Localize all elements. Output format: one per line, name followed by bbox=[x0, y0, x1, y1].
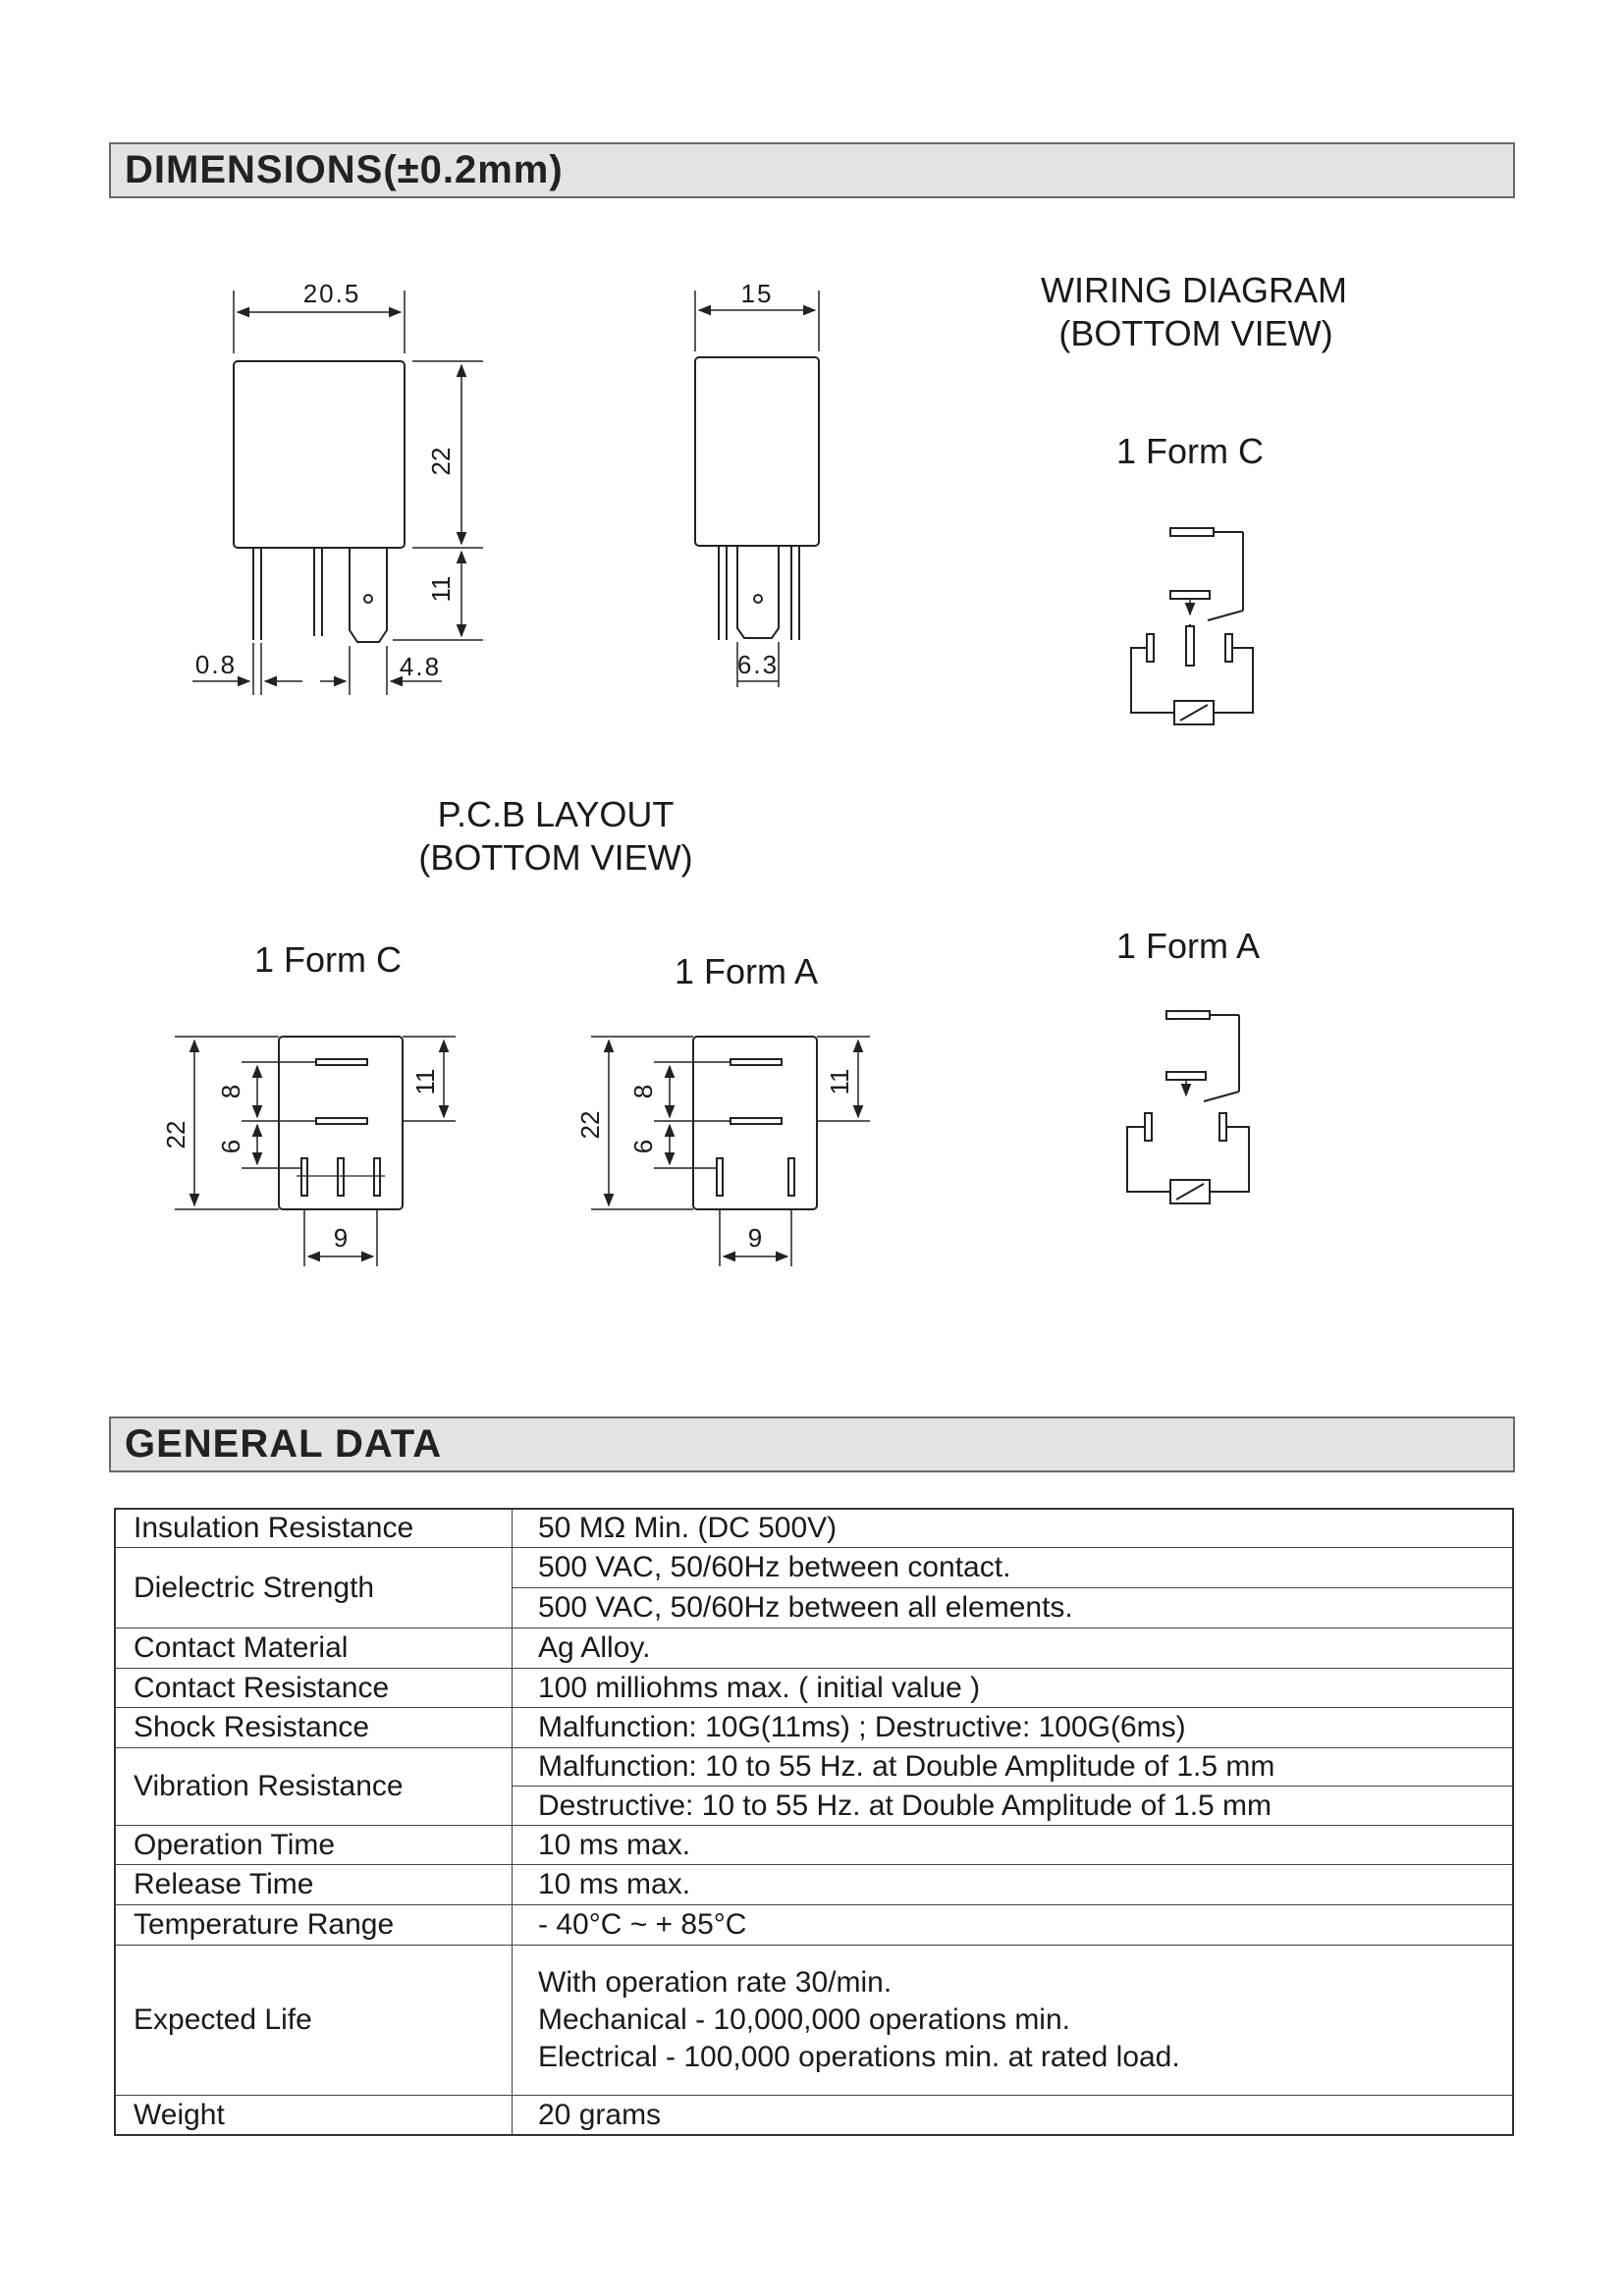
side-width-label: 15 bbox=[740, 279, 774, 308]
dimensions-title: DIMENSIONS(±0.2mm) bbox=[125, 148, 564, 191]
spec-value: - 40°C ~ + 85°C bbox=[513, 1905, 1514, 1946]
spec-label: Shock Resistance bbox=[115, 1708, 513, 1748]
pcb-layout-subtitle: (BOTTOM VIEW) bbox=[418, 837, 693, 878]
pcb-form-a-label: 1 Form A bbox=[674, 951, 819, 991]
spec-value: Malfunction: 10G(11ms) ; Destructive: 100G(6ms) bbox=[513, 1708, 1514, 1748]
spec-value: 500 VAC, 50/60Hz between contact. bbox=[513, 1548, 1514, 1588]
wiring-form-c-schematic bbox=[1131, 528, 1253, 724]
table-row bbox=[115, 1708, 1513, 1748]
general-data-title: GENERAL DATA bbox=[125, 1422, 443, 1466]
side-view-drawing bbox=[695, 291, 819, 687]
spec-value-line: With operation rate 30/min. bbox=[538, 1965, 893, 1999]
pcb-layout-title: P.C.B LAYOUT bbox=[437, 794, 675, 834]
side-pin-width-label: 6.3 bbox=[736, 650, 780, 679]
pcb-c-height-label: 22 bbox=[161, 1120, 190, 1149]
spec-value bbox=[513, 1945, 1514, 2095]
spec-value: Malfunction: 10 to 55 Hz. at Double Amplitude of 1.5 mm bbox=[513, 1748, 1514, 1787]
pcb-c-upper-gap-label: 8 bbox=[216, 1084, 245, 1099]
table-row bbox=[115, 1628, 1513, 1668]
wiring-form-c-label: 1 Form C bbox=[1115, 431, 1265, 471]
general-data-table bbox=[114, 1508, 1514, 2136]
pcb-a-lower-gap-label: 6 bbox=[628, 1139, 658, 1154]
front-width-label: 20.5 bbox=[302, 279, 361, 308]
spec-label: Operation Time bbox=[115, 1825, 513, 1865]
table-row bbox=[115, 1865, 1513, 1905]
pcb-a-pitch-label: 9 bbox=[747, 1223, 763, 1253]
table-row bbox=[115, 1825, 1513, 1865]
spec-value-line: Electrical - 100,000 operations min. at rated load. bbox=[538, 2040, 1180, 2073]
spec-label: Contact Material bbox=[115, 1628, 513, 1668]
pcb-c-lower-gap-label: 6 bbox=[216, 1139, 245, 1154]
table-row bbox=[115, 1548, 1513, 1588]
spec-value: 50 MΩ Min. (DC 500V) bbox=[513, 1509, 1514, 1548]
spec-label: Weight bbox=[115, 2095, 513, 2135]
spec-label: Contact Resistance bbox=[115, 1668, 513, 1708]
wiring-diagram-title: WIRING DIAGRAM bbox=[1041, 270, 1347, 310]
spec-value: 100 milliohms max. ( initial value ) bbox=[513, 1668, 1514, 1708]
pin-width-label: 4.8 bbox=[399, 652, 442, 681]
pcb-a-offset-label: 11 bbox=[825, 1068, 854, 1095]
spec-value: 500 VAC, 50/60Hz between all elements. bbox=[513, 1588, 1514, 1629]
spec-value: 20 grams bbox=[513, 2095, 1514, 2135]
spec-value-line: Mechanical - 10,000,000 operations min. bbox=[538, 2002, 1070, 2036]
spec-label: Insulation Resistance bbox=[115, 1509, 513, 1548]
pcb-c-offset-label: 11 bbox=[410, 1068, 440, 1095]
table-row bbox=[115, 1945, 1513, 2095]
table-row bbox=[115, 1668, 1513, 1708]
pcb-form-c-label: 1 Form C bbox=[253, 939, 403, 980]
wiring-diagram-subtitle: (BOTTOM VIEW) bbox=[1058, 313, 1333, 353]
general-data-section-header bbox=[109, 1416, 1515, 1472]
spec-value: Ag Alloy. bbox=[513, 1628, 1514, 1668]
table-row bbox=[115, 2095, 1513, 2135]
table-row bbox=[115, 1905, 1513, 1946]
front-height-label: 22 bbox=[426, 447, 456, 476]
spec-label: Release Time bbox=[115, 1865, 513, 1905]
spec-value: Destructive: 10 to 55 Hz. at Double Amplitude of 1.5 mm bbox=[513, 1787, 1514, 1825]
spec-value: 10 ms max. bbox=[513, 1825, 1514, 1865]
pin-length-label: 11 bbox=[426, 575, 456, 603]
pcb-c-pitch-label: 9 bbox=[333, 1223, 349, 1253]
spec-value: 10 ms max. bbox=[513, 1865, 1514, 1905]
spec-label: Vibration Resistance bbox=[115, 1748, 513, 1825]
spec-label: Dielectric Strength bbox=[115, 1548, 513, 1629]
wiring-form-a-label: 1 Form A bbox=[1115, 926, 1261, 966]
wiring-form-a-schematic bbox=[1127, 1011, 1249, 1203]
front-view-drawing bbox=[192, 291, 483, 695]
spec-label: Temperature Range bbox=[115, 1905, 513, 1946]
pcb-a-upper-gap-label: 8 bbox=[628, 1084, 658, 1099]
pin-thickness-label: 0.8 bbox=[194, 650, 238, 679]
table-row bbox=[115, 1748, 1513, 1787]
table-row bbox=[115, 1509, 1513, 1548]
pcb-a-height-label: 22 bbox=[575, 1110, 605, 1140]
spec-label: Expected Life bbox=[115, 1945, 513, 2095]
